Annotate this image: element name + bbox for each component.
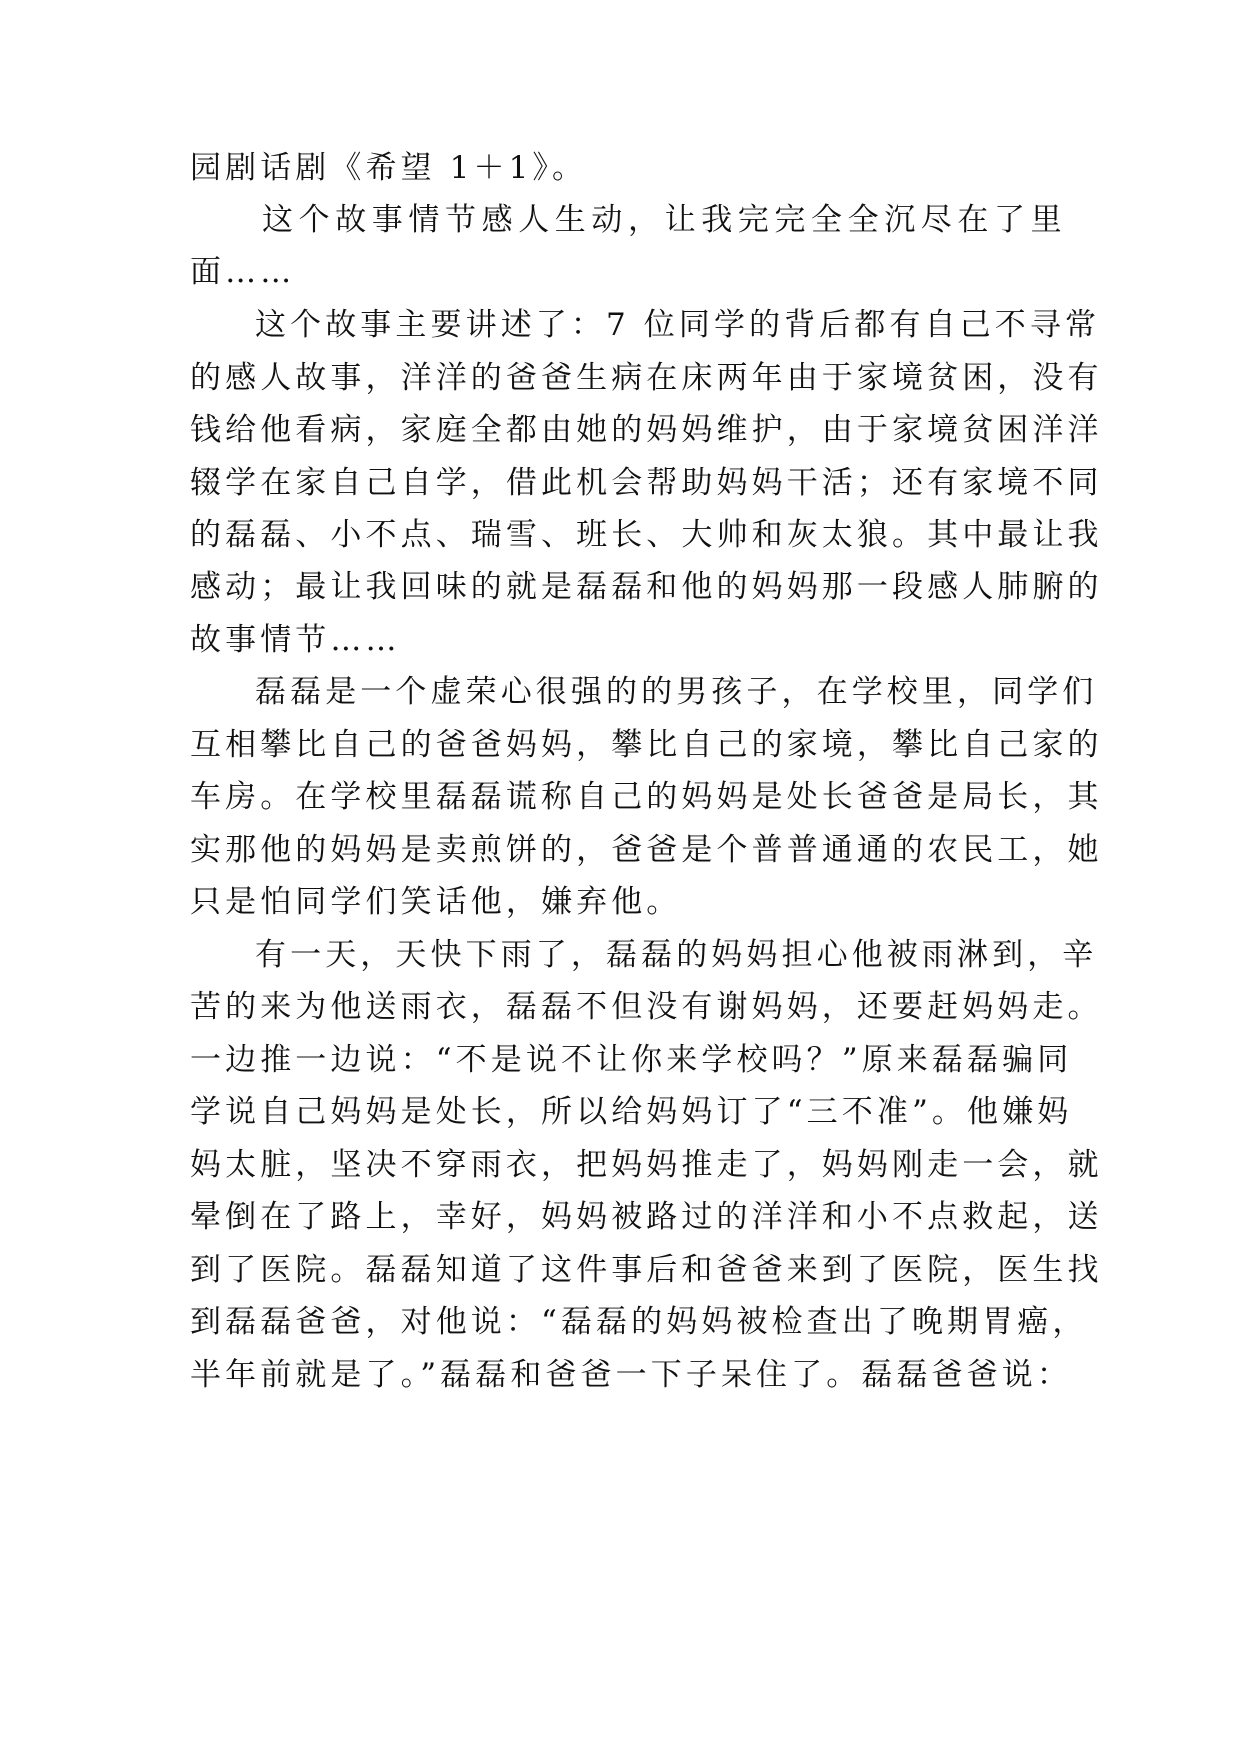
- text-line: 学说自己妈妈是处长，所以给妈妈订了“三不准”。他嫌妈: [190, 1094, 1073, 1130]
- text-line: 车房。在学校里磊磊谎称自己的妈妈是处长爸爸是局长，其: [190, 779, 1103, 815]
- text-line: 晕倒在了路上，幸好，妈妈被路过的洋洋和小不点救起，送: [190, 1199, 1103, 1235]
- text-line: 妈太脏，坚决不穿雨衣，把妈妈推走了，妈妈刚走一会，就: [190, 1147, 1103, 1183]
- text-line: 互相攀比自己的爸爸妈妈，攀比自己的家境，攀比自己家的: [190, 727, 1103, 763]
- text-line: 感动；最让我回味的就是磊磊和他的妈妈那一段感人肺腑的: [190, 569, 1103, 605]
- paragraph-start: 这个故事情节感人生动，让我完完全全沉尽在了里: [262, 202, 1068, 238]
- text-line: 辍学在家自己自学，借此机会帮助妈妈干活；还有家境不同: [190, 465, 1103, 501]
- text-line: 钱给他看病，家庭全都由她的妈妈维护，由于家境贫困洋洋: [190, 412, 1103, 448]
- text-line: 故事情节……: [190, 622, 401, 658]
- paragraph-start: 这个故事主要讲述了：7 位同学的背后都有自己不寻常: [255, 307, 1101, 343]
- text-line: 半年前就是了。”磊磊和爸爸一下子呆住了。磊磊爸爸说：: [190, 1357, 1072, 1393]
- text-line: 实那他的妈妈是卖煎饼的，爸爸是个普普通通的农民工，她: [190, 832, 1103, 868]
- paragraph-start: 有一天，天快下雨了，磊磊的妈妈担心他被雨淋到，辛: [255, 937, 1098, 973]
- text-line: 到磊磊爸爸，对他说：“磊磊的妈妈被检查出了晚期胃癌，: [190, 1304, 1088, 1340]
- text-line: 苦的来为他送雨衣，磊磊不但没有谢妈妈，还要赶妈妈走。: [190, 989, 1103, 1025]
- text-line: 园剧话剧《希望 1＋1》。: [190, 150, 588, 186]
- text-line: 面……: [190, 254, 296, 290]
- paragraph-start: 磊磊是一个虚荣心很强的的男孩子，在学校里，同学们: [255, 674, 1098, 710]
- text-line: 一边推一边说：“不是说不让你来学校吗？”原来磊磊骗同: [190, 1042, 1073, 1078]
- text-line: 的感人故事，洋洋的爸爸生病在床两年由于家境贫困，没有: [190, 360, 1103, 396]
- text-line: 到了医院。磊磊知道了这件事后和爸爸来到了医院，医生找: [190, 1252, 1103, 1288]
- text-line: 只是怕同学们笑话他，嫌弃他。: [190, 884, 682, 920]
- text-line: 的磊磊、小不点、瑞雪、班长、大帅和灰太狼。其中最让我: [190, 517, 1103, 553]
